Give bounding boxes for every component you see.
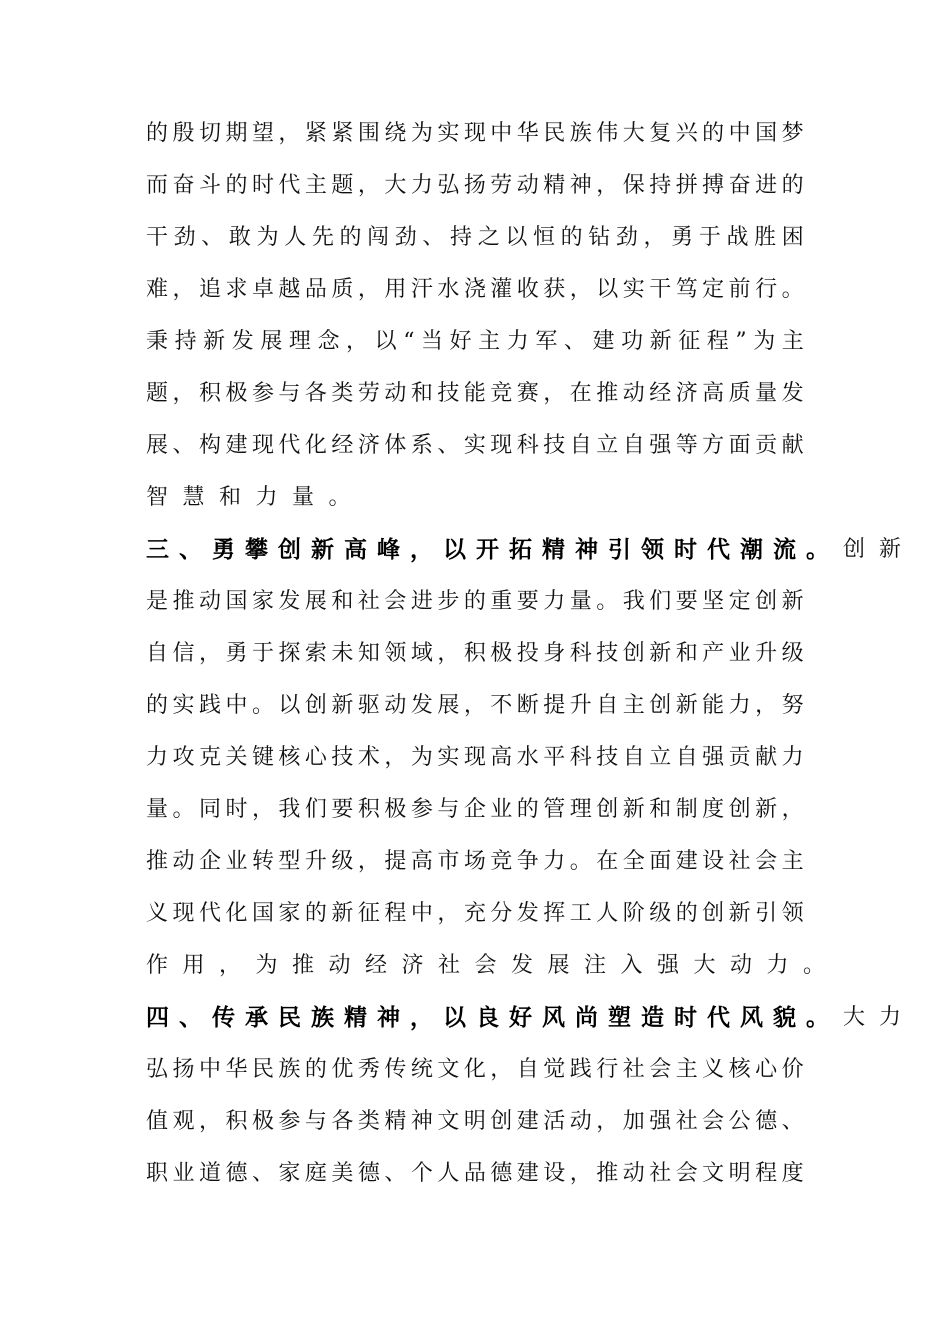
text-line: 秉 持 新 发 展 理 念 ， 以 “ 当 好 主 力 军 、 建 功 新 征 程 ” 为 主 — [146, 329, 804, 354]
text-line: 推 动 企 业 转 型 升 级 ， 提 高 市 场 竞 争 力 。 在 全 面 建 设 社 会 主 — [146, 849, 804, 874]
text-line: 作用，为推动经济社会发展注入强大动力。 — [146, 953, 840, 978]
text-line: 而 奋 斗 的 时 代 主 题 ， 大 力 弘 扬 劳 动 精 神 ， 保 持 拼 搏 奋 进 的 — [146, 173, 804, 198]
text-line: 力 攻 克 关 键 核 心 技 术 ， 为 实 现 高 水 平 科 技 自 立 自 强 贡 献 力 — [146, 745, 804, 770]
text-line: 自 信 ， 勇 于 探 索 未 知 领 域 ， 积 极 投 身 科 技 创 新 和 产 业 升 级 — [146, 641, 804, 666]
paragraph-continuation — [146, 108, 804, 524]
section-three — [146, 524, 916, 992]
text-line: 量 。 同 时 ， 我 们 要 积 极 参 与 企 业 的 管 理 创 新 和 制 度 创 新 ， — [146, 797, 804, 822]
text-line: 难 ， 追 求 卓 越 品 质 ， 用 汗 水 浇 灌 收 获 ， 以 实 干 笃 定 前 行 。 — [146, 277, 804, 302]
section-heading-line — [146, 524, 916, 576]
text-line: 的 殷 切 期 望 ， 紧 紧 围 绕 为 实 现 中 华 民 族 伟 大 复 兴 的 中 国 梦 — [146, 121, 804, 146]
section-four — [146, 992, 916, 1200]
text-run: 创新 — [843, 537, 916, 562]
section-heading: 三、勇攀创新高峰，以开拓精神引领时代潮流。 — [146, 537, 839, 563]
text-line: 智慧和力量。 — [146, 485, 366, 510]
text-line: 展 、 构 建 现 代 化 经 济 体 系 、 实 现 科 技 自 立 自 强 等 方 面 贡 献 — [146, 433, 804, 458]
text-line: 的 实 践 中 。 以 创 新 驱 动 发 展 ， 不 断 提 升 自 主 创 新 能 力 ， 努 — [146, 693, 804, 718]
text-line: 是 推 动 国 家 发 展 和 社 会 进 步 的 重 要 力 量 。 我 们 要 坚 定 创 新 — [146, 589, 804, 614]
section-heading: 四、传承民族精神，以良好风尚塑造时代风貌。 — [146, 1005, 839, 1031]
text-line: 值 观 ， 积 极 参 与 各 类 精 神 文 明 创 建 活 动 ， 加 强 社 会 公 德 、 — [146, 1109, 804, 1134]
text-line: 弘 扬 中 华 民 族 的 优 秀 传 统 文 化 ， 自 觉 践 行 社 会 主 义 核 心 价 — [146, 1057, 804, 1082]
text-line: 义 现 代 化 国 家 的 新 征 程 中 ， 充 分 发 挥 工 人 阶 级 的 创 新 引 领 — [146, 901, 804, 926]
text-line: 职 业 道 德 、 家 庭 美 德 、 个 人 品 德 建 设 ， 推 动 社 会 文 明 程 度 — [146, 1161, 804, 1186]
text-line: 题 ， 积 极 参 与 各 类 劳 动 和 技 能 竞 赛 ， 在 推 动 经 济 高 质 量 发 — [146, 381, 804, 406]
document-body — [146, 108, 916, 1200]
text-line: 干 劲 、 敢 为 人 先 的 闯 劲 、 持 之 以 恒 的 钻 劲 ， 勇 于 战 胜 困 — [146, 225, 804, 250]
text-run: 大力 — [843, 1005, 916, 1030]
section-heading-line — [146, 992, 916, 1044]
